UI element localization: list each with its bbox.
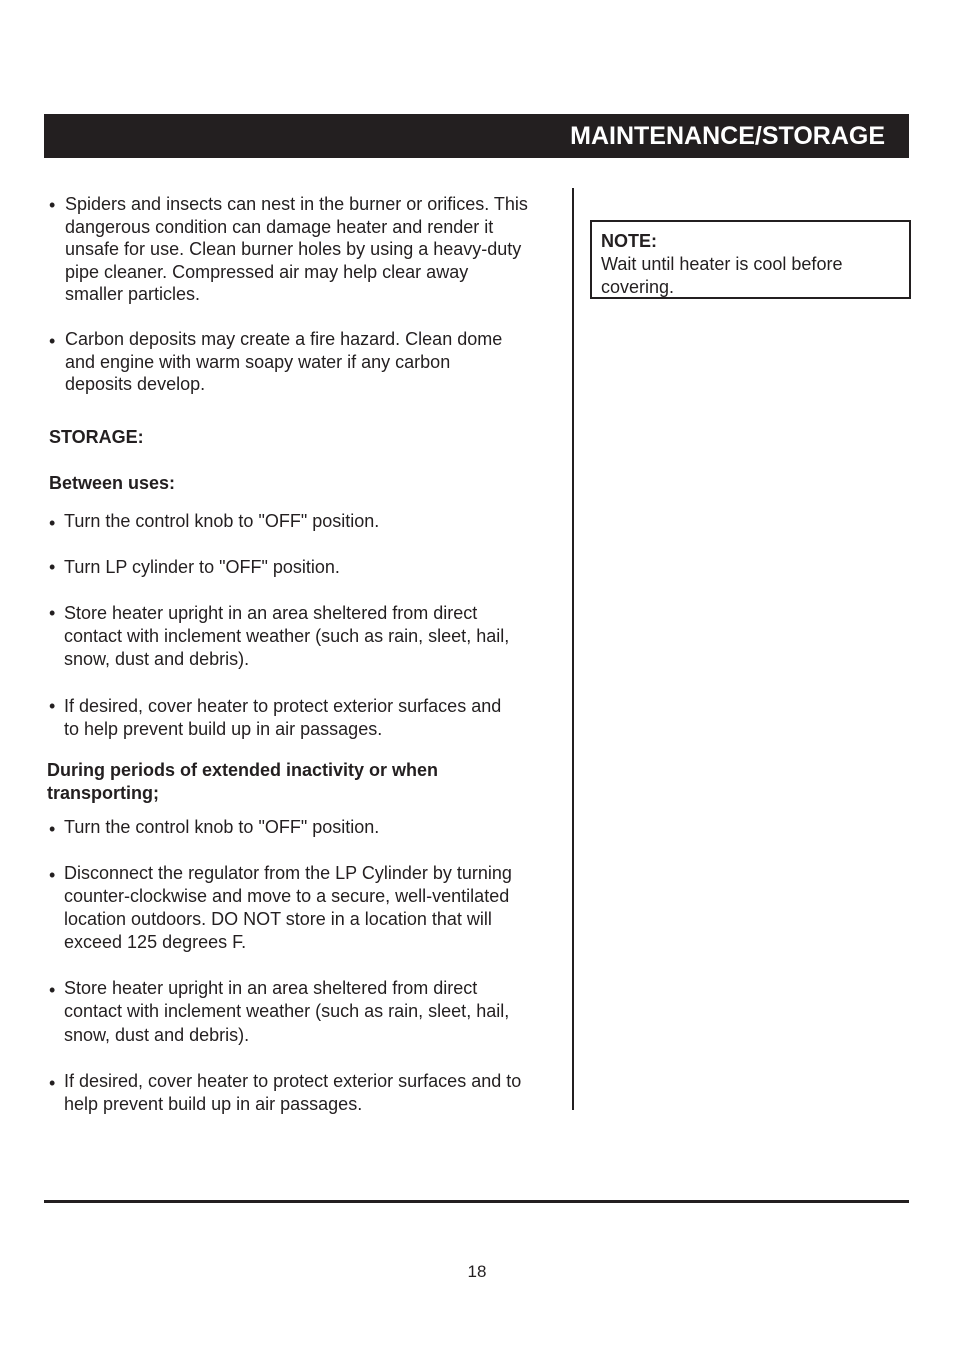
note-text-line-1: Wait until heater is cool before xyxy=(601,254,843,274)
bullet-marker: • xyxy=(49,865,56,885)
bullet-marker: • xyxy=(49,980,56,1000)
extended-bullet-4-line-2: help prevent build up in air passages. xyxy=(64,1094,363,1114)
between-uses-bullet-3-line-1: Store heater upright in an area sheltered from direct xyxy=(64,603,478,623)
bullet-marker: • xyxy=(49,1073,56,1093)
extended-bullet-4-line-1: If desired, cover heater to protect exterior surfaces and to xyxy=(64,1071,522,1091)
between-uses-bullet-4-line-1: If desired, cover heater to protect exterior surfaces and xyxy=(64,696,502,716)
between-uses-bullet-2: Turn LP cylinder to "OFF" position. xyxy=(64,557,340,577)
between-uses-bullet-4-line-2: to help prevent build up in air passages. xyxy=(64,719,383,739)
bullet-marker: • xyxy=(49,603,56,623)
extended-bullet-2-line-1: Disconnect the regulator from the LP Cylinder by turning xyxy=(64,863,512,883)
extended-bullet-2-line-2: counter-clockwise and move to a secure, well-ventilated xyxy=(64,886,510,906)
section-header-bar xyxy=(44,114,909,158)
extended-bullet-2-line-4: exceed 125 degrees F. xyxy=(64,932,247,952)
bullet-marker: • xyxy=(49,696,56,716)
extended-bullet-3-line-3: snow, dust and debris). xyxy=(64,1025,250,1045)
bullet-marker: • xyxy=(49,195,56,215)
note-label: NOTE: xyxy=(601,231,657,251)
extended-bullet-3-line-2: contact with inclement weather (such as rain, sleet, hail, xyxy=(64,1001,510,1021)
bullet-marker: • xyxy=(49,331,56,351)
bullet-marker: • xyxy=(49,557,56,577)
intro-bullet-2-line-1: Carbon deposits may create a fire hazard. Clean dome xyxy=(65,329,503,349)
intro-bullet-1-line-4: pipe cleaner. Compressed air may help clear away xyxy=(65,262,469,282)
storage-heading: STORAGE: xyxy=(49,427,144,447)
extended-bullet-3-line-1: Store heater upright in an area sheltered from direct xyxy=(64,978,478,998)
between-uses-bullet-1: Turn the control knob to "OFF" position. xyxy=(64,511,380,531)
between-uses-heading: Between uses: xyxy=(49,473,176,493)
intro-bullet-1-line-3: unsafe for use. Clean burner holes by using a heavy-duty xyxy=(65,239,522,259)
extended-bullet-2-line-3: location outdoors. DO NOT store in a location that will xyxy=(64,909,492,929)
bullet-marker: • xyxy=(49,513,56,533)
footer-rule xyxy=(44,1200,909,1203)
page-number: 18 xyxy=(467,1262,487,1281)
intro-bullet-1-line-1: Spiders and insects can nest in the burner or orifices. This xyxy=(65,194,528,214)
between-uses-bullet-3-line-3: snow, dust and debris). xyxy=(64,649,250,669)
extended-heading-line-2: transporting; xyxy=(47,783,159,803)
note-text-line-2: covering. xyxy=(601,277,675,297)
between-uses-bullet-3-line-2: contact with inclement weather (such as rain, sleet, hail, xyxy=(64,626,510,646)
intro-bullet-1-line-5: smaller particles. xyxy=(65,284,201,304)
intro-bullet-2-line-3: deposits develop. xyxy=(65,374,206,394)
extended-heading-line-1: During periods of extended inactivity or when xyxy=(47,760,439,780)
bullet-marker: • xyxy=(49,819,56,839)
extended-bullet-1: Turn the control knob to "OFF" position. xyxy=(64,817,380,837)
intro-bullet-1-line-2: dangerous condition can damage heater and render it xyxy=(65,217,494,237)
column-divider xyxy=(572,188,574,1110)
note-box xyxy=(590,220,911,299)
section-title: MAINTENANCE/STORAGE xyxy=(570,122,885,150)
intro-bullet-2-line-2: and engine with warm soapy water if any carbon xyxy=(65,352,451,372)
